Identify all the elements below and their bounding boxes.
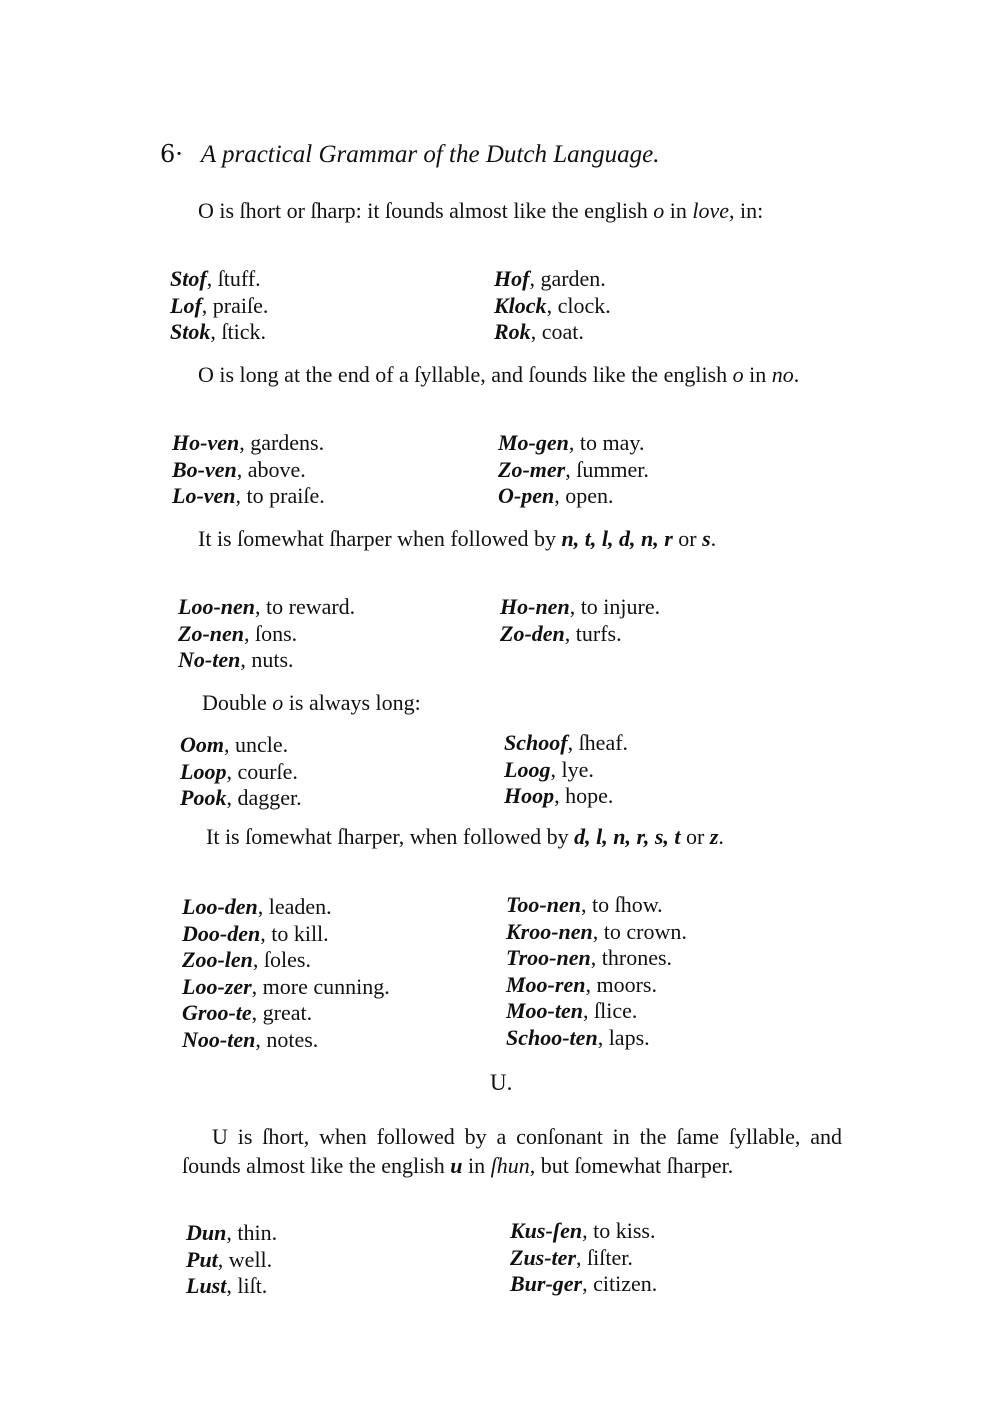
- list-item: Lof, praiſe.: [170, 292, 269, 318]
- list-item: Schoof, ſheaf.: [504, 730, 629, 755]
- list-item: Put, well.: [186, 1246, 273, 1272]
- paragraph-double-o: Double o is always long:: [202, 690, 421, 715]
- list-item: No-ten, nuts.: [178, 647, 294, 672]
- paragraph-o-sharper: It is ſomewhat ſharper when followed by n, t, l, d, n, r or s.: [198, 526, 717, 551]
- word-list-double-o-right: [504, 730, 628, 810]
- word-list-o-long-right: [498, 430, 649, 510]
- list-item: Loo-nen, to reward.: [178, 594, 356, 619]
- word-list-double-o-left: [180, 732, 302, 812]
- list-item: Hoop, hope.: [504, 783, 614, 808]
- list-item: Bur-ger, citizen.: [510, 1271, 658, 1296]
- word-list-o-short-left: [170, 266, 268, 346]
- word-list-u-short-left: [186, 1220, 277, 1300]
- list-item: Zo-den, turfs.: [500, 620, 622, 646]
- list-item: Oom, uncle.: [180, 732, 289, 757]
- list-item: Rok, coat.: [494, 319, 584, 344]
- list-item: Mo-gen, to may.: [498, 430, 645, 455]
- page-number: 6·: [160, 140, 183, 168]
- list-item: Zus-ter, ſiſter.: [510, 1244, 633, 1270]
- list-item: Bo-ven, above.: [172, 456, 306, 482]
- list-item: Ho-nen, to injure.: [500, 594, 661, 619]
- section-heading-u: U.: [490, 1070, 513, 1095]
- list-item: Kus-ſen, to kiss.: [510, 1218, 656, 1243]
- list-item: Groo-te, great.: [182, 1000, 313, 1025]
- list-item: Loo-den, leaden.: [182, 894, 332, 919]
- list-item: Lust, liſt.: [186, 1273, 268, 1298]
- list-item: Moo-ren, moors.: [506, 971, 657, 997]
- list-item: Noo-ten, notes.: [182, 1026, 319, 1052]
- list-item: Stof, ſtuff.: [170, 266, 261, 291]
- running-header: [160, 140, 800, 180]
- list-item: Zo-nen, ſons.: [178, 620, 298, 646]
- paragraph-u-short: U is ſhort, when followed by a conſonant in the ſame ſyllable, and ſounds almost like the english u in ſhun, but ſomewhat ſharper.: [182, 1124, 842, 1178]
- list-item: O-pen, open.: [498, 483, 614, 508]
- list-item: Klock, clock.: [494, 292, 611, 318]
- paragraph-o-long: O is long at the end of a ſyllable, and ſounds like the english o in no.: [198, 362, 800, 387]
- list-item: Schoo-ten, laps.: [506, 1024, 650, 1050]
- list-item: Loog, lye.: [504, 756, 594, 782]
- list-item: Loo-zer, more cunning.: [182, 973, 390, 999]
- list-item: Kroo-nen, to crown.: [506, 918, 687, 944]
- paragraph-double-o-sharper: It is ſomewhat ſharper, when followed by d, l, n, r, s, t or z.: [206, 824, 724, 849]
- list-item: Stok, ſtick.: [170, 319, 266, 344]
- list-item: Moo-ten, ſlice.: [506, 998, 638, 1023]
- list-item: Dun, thin.: [186, 1220, 278, 1245]
- list-item: Zoo-len, ſoles.: [182, 947, 311, 972]
- list-item: Lo-ven, to praiſe.: [172, 483, 325, 508]
- list-item: Doo-den, to kill.: [182, 920, 329, 946]
- word-list-double-o-sharper-left: [182, 894, 390, 1053]
- list-item: Troo-nen, thrones.: [506, 945, 673, 970]
- list-item: Too-nen, to ſhow.: [506, 892, 663, 917]
- paragraph-o-short: O is ſhort or ſharp: it ſounds almost like the english o in love, in:: [198, 198, 764, 223]
- word-list-o-long-left: [172, 430, 325, 510]
- word-list-o-sharper-left: [178, 594, 355, 674]
- page-title: A practical Grammar of the Dutch Language.: [200, 141, 660, 168]
- list-item: Hof, garden.: [494, 266, 606, 291]
- word-list-double-o-sharper-right: [506, 892, 687, 1051]
- list-item: Zo-mer, ſummer.: [498, 456, 649, 482]
- list-item: Ho-ven, gardens.: [172, 430, 325, 455]
- word-list-u-short-right: [510, 1218, 657, 1298]
- list-item: Loop, courſe.: [180, 758, 298, 784]
- word-list-o-sharper-right: [500, 594, 660, 647]
- word-list-o-short-right: [494, 266, 611, 346]
- list-item: Pook, dagger.: [180, 785, 302, 810]
